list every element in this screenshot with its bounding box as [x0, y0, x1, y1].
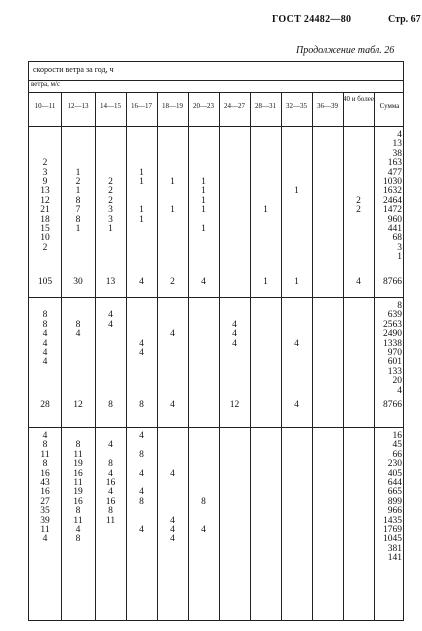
block-separator	[29, 427, 403, 428]
block-total: 4	[201, 277, 206, 287]
column-header: 32—35	[286, 102, 307, 110]
column-header: 12—13	[67, 102, 89, 110]
cell-values: 4	[294, 338, 299, 349]
wind-speed-table	[28, 61, 404, 621]
cell-values: 8 8 4 4 4 4	[42, 310, 48, 368]
cell-values: 4 4 4 4	[170, 468, 175, 545]
cell-values: 2 2	[356, 195, 361, 216]
cell-values: 4	[170, 329, 175, 340]
block-total: 30	[73, 277, 83, 287]
block-separator	[29, 297, 403, 298]
block-total: 4	[170, 400, 175, 410]
page-number: Стр. 67	[388, 14, 421, 25]
cell-values: 4 8 4 16 4 16 8 11	[105, 440, 116, 526]
block-total: 105	[37, 277, 53, 287]
column-header: 18—19	[162, 102, 183, 110]
column-header: 14—15	[100, 102, 121, 110]
cell-values: 4 8 4 4 8 4	[139, 431, 144, 536]
block-total: 4	[356, 277, 361, 287]
column-header: 10—11	[34, 102, 56, 110]
cell-values: 1 1 1 1 1	[201, 177, 206, 235]
cell-values: 16 45 66 230 405 644 665 899 966 1435 1769 1045 381 141	[383, 431, 402, 564]
column-header: Сумма	[379, 102, 400, 110]
cell-values: 1 1 1 1	[139, 167, 144, 225]
block-total: 8766	[383, 400, 402, 410]
block-total: 13	[105, 277, 116, 287]
block-total: 2	[170, 277, 175, 287]
cell-values: 8 4	[201, 496, 206, 536]
table-continuation-note: Продолжение табл. 26	[296, 45, 395, 56]
cell-values: 8 4	[75, 319, 81, 340]
cell-values: 2 3 9 13 12 21 18 15 10 2	[40, 158, 50, 253]
column-header: 20—23	[193, 102, 214, 110]
table-caption-row	[29, 62, 403, 81]
cell-values: 4 8 11 8 16 43 16 27 35 39 11 4	[40, 431, 50, 545]
cell-values: 4 13 38 163 477 1030 1632 2464 1472 960 441 68 3 1	[383, 130, 402, 263]
block-total: 4	[294, 400, 299, 410]
cell-values: 1	[294, 186, 299, 197]
cell-values: 4 4	[139, 338, 144, 359]
cell-values: 8 11 19 16 11 19 16 8 11 4 8	[73, 440, 83, 545]
block-total: 12	[73, 400, 83, 410]
gost-header: ГОСТ 24482—80	[272, 14, 352, 25]
column-divider	[219, 92, 220, 620]
column-header: 28—31	[255, 102, 276, 110]
column-header: 40 и более	[343, 95, 374, 103]
block-total: 8766	[383, 277, 402, 287]
block-total: 4	[139, 277, 144, 287]
block-total: 28	[40, 400, 50, 410]
wind-caption: ветра, м/с	[31, 80, 61, 88]
block-total: 12	[229, 400, 240, 410]
column-header: 36—39	[317, 102, 338, 110]
block-total: 8	[139, 400, 144, 410]
column-header: 24—27	[224, 102, 245, 110]
block-total: 8	[108, 400, 113, 410]
cell-values: 1 1	[170, 177, 175, 216]
cell-values: 8 639 2563 2490 1338 970 601 133 20 4	[383, 301, 402, 396]
cell-values: 4 4 4	[232, 319, 237, 349]
speed-caption: скорости ветра за год, ч	[33, 65, 114, 74]
column-header: 16—17	[131, 102, 152, 110]
cell-values: 2 2 2 3 3 1	[108, 177, 113, 235]
cell-values: 1 2 1 8 7 8 1	[75, 167, 81, 235]
column-divider	[312, 92, 313, 620]
cell-values: 4 4	[108, 310, 113, 330]
cell-values: 1	[263, 205, 268, 216]
block-total: 1	[294, 277, 299, 287]
block-total: 1	[263, 277, 268, 287]
